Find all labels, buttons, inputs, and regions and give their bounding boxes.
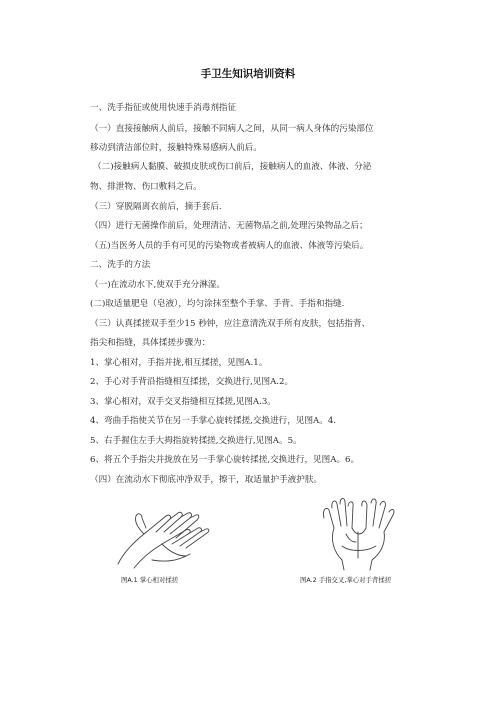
paragraph-line: 指尖和指缝，具体揉搓步骤为： xyxy=(90,338,211,348)
paragraph-line: （五)当医务人员的手有可见的污染物或者被病人的血液、体液等污染后。 xyxy=(90,241,369,251)
step-line: 3、掌心相对，双手交叉指缝相互揉搓,见图A.3。 xyxy=(90,397,276,407)
figure-a2-caption: 图A.2 手指交叉,掌心对手背揉搓 xyxy=(300,576,392,584)
paragraph-line: （三）认真揉搓双手至少15 秒钟，应注意清洗双手所有皮肤，包括指背、 xyxy=(90,319,371,329)
step-line: 5、右手握住左手大拇指旋转揉搓,交换进行,见图A。5。 xyxy=(90,436,302,446)
paragraph-line: 物、排泄物、伤口敷料之后。 xyxy=(90,182,202,192)
paragraph-line: （四）在流动水下彻底冲净双手，擦干，取适量护手液护肤。 xyxy=(90,475,323,485)
figure-a1-caption: 图A.1 掌心相对揉搓 xyxy=(121,576,179,584)
interlaced-fingers-hands-icon xyxy=(316,496,402,572)
paragraph-line: （四）进行无菌操作前后，处理清洁、无菌物品之前,处理污染物品之后； xyxy=(90,221,368,231)
page-title: 手卫生知识培训资料 xyxy=(200,68,296,80)
paragraph-line: （一)在流动水下,使双手充分淋湿。 xyxy=(90,280,225,290)
palm-to-palm-hands-icon xyxy=(104,502,214,570)
figure-a1 xyxy=(104,502,214,570)
paragraph-line: （一）直接接触病人前后，接触不同病人之间，从同一病人身体的污染部位 xyxy=(90,124,374,134)
paragraph-line: 移动到清洁部位时，接触特殊易感病人前后。 xyxy=(90,143,262,153)
step-line: 4、弯曲手指使关节在另一手掌心旋转揉搓,交换进行，见图A。4. xyxy=(90,416,337,426)
figure-a2 xyxy=(316,496,402,572)
paragraph-line: （三）穿脱隔离衣前后，摘手套后. xyxy=(90,202,222,212)
step-line: 1、掌心相对，手指并拢,相互揉搓，见图A.1。 xyxy=(90,358,268,368)
section-heading-indications: 一、洗手指征或使用快速手消毒剂指征 xyxy=(90,103,237,113)
step-line: 2、手心对手背沿指缝相互揉搓，交换进行,见图A.2。 xyxy=(90,377,294,387)
section-heading-method: 二、洗手的方法 xyxy=(90,260,151,270)
step-line: 6、将五个手指尖并拢放在另一手掌心旋转揉搓,交换进行，见图A。6。 xyxy=(90,455,360,465)
paragraph-line: （二)接触病人黏膜、破损皮肤或伤口前后，接触病人的血液、体液、分泌 xyxy=(93,162,372,172)
paragraph-line: (二)取适量肥皂（皂液），均匀涂抹至整个手掌、手背、手指和指缝. xyxy=(90,299,345,309)
